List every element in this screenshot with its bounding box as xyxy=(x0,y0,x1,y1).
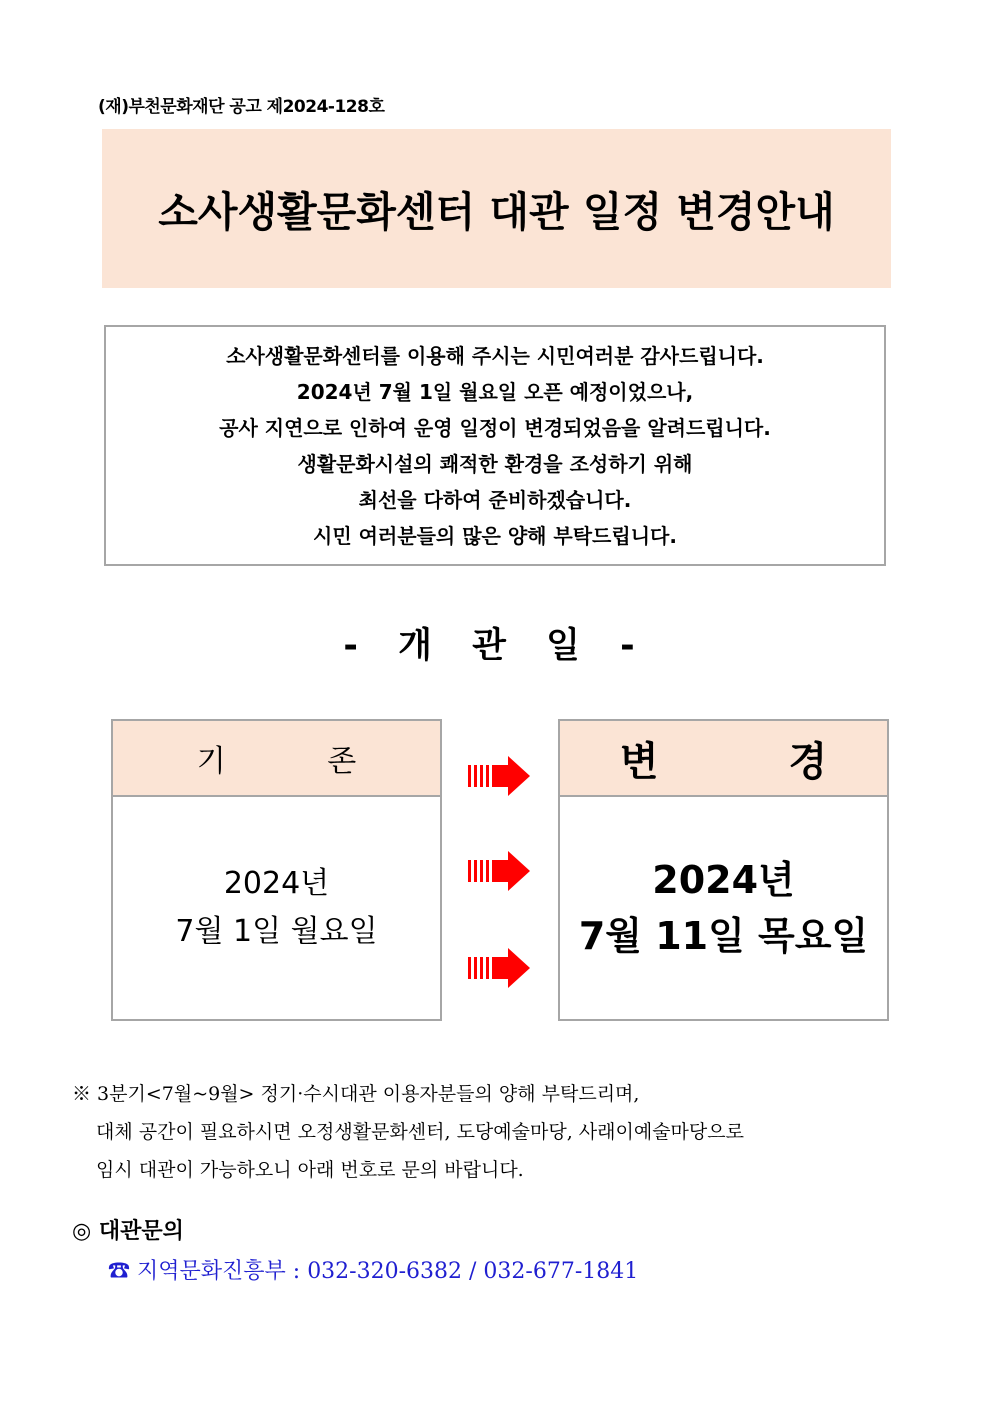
original-date-body xyxy=(113,797,440,1019)
contact-title: ◎ 대관문의 xyxy=(72,1218,184,1244)
changed-date-year: 2024년 xyxy=(652,858,795,902)
changed-date-day: 7월 11일 목요일 xyxy=(578,914,869,958)
right-arrow-icon xyxy=(468,756,532,796)
note-line: 대체 공간이 필요하시면 오정생활문화센터, 도당예술마당, 사래이예술마당으로 xyxy=(96,1121,744,1143)
title-banner xyxy=(102,129,891,288)
contact-separator: : xyxy=(285,1259,308,1284)
message-line: 최선을 다하여 준비하겠습니다. xyxy=(358,487,632,512)
message-box xyxy=(104,325,886,566)
message-line: 시민 여러분들의 많은 양해 부탁드립니다. xyxy=(313,523,677,548)
right-arrow-icon xyxy=(468,948,532,988)
original-date-header: 기 존 xyxy=(113,721,440,797)
note-line: 임시 대관이 가능하오니 아래 번호로 문의 바랍니다. xyxy=(96,1159,524,1181)
changed-date-box xyxy=(558,719,889,1021)
original-date-box xyxy=(111,719,442,1021)
message-line: 소사생활문화센터를 이용해 주시는 시민여러분 감사드립니다. xyxy=(226,343,764,368)
contact-line xyxy=(108,1254,638,1285)
contact-phone-numbers[interactable]: 032-320-6382 / 032-677-1841 xyxy=(307,1259,639,1284)
page-title: 소사생활문화센터 대관 일정 변경안내 xyxy=(158,188,835,236)
message-line: 공사 지연으로 인하여 운영 일정이 변경되었음을 알려드립니다. xyxy=(219,415,771,440)
phone-icon: ☎ xyxy=(108,1259,131,1284)
changed-date-body xyxy=(560,797,887,1019)
contact-department: 지역문화진흥부 xyxy=(137,1259,286,1284)
right-arrow-icon xyxy=(468,851,532,891)
original-date-year: 2024년 xyxy=(223,866,330,901)
notice-note xyxy=(72,1075,744,1189)
note-line: ※ 3분기<7월~9월> 정기·수시대관 이용자분들의 양해 부탁드리며, xyxy=(72,1083,640,1105)
changed-date-header: 변 경 xyxy=(560,721,887,797)
original-date-day: 7월 1일 월요일 xyxy=(175,914,378,949)
opening-day-heading: - 개 관 일 - xyxy=(343,626,649,666)
message-line: 2024년 7월 1일 월요일 오픈 예정이었으나, xyxy=(296,379,694,404)
message-line: 생활문화시설의 쾌적한 환경을 조성하기 위해 xyxy=(297,451,693,476)
notice-number: (재)부천문화재단 공고 제2024-128호 xyxy=(98,97,385,117)
